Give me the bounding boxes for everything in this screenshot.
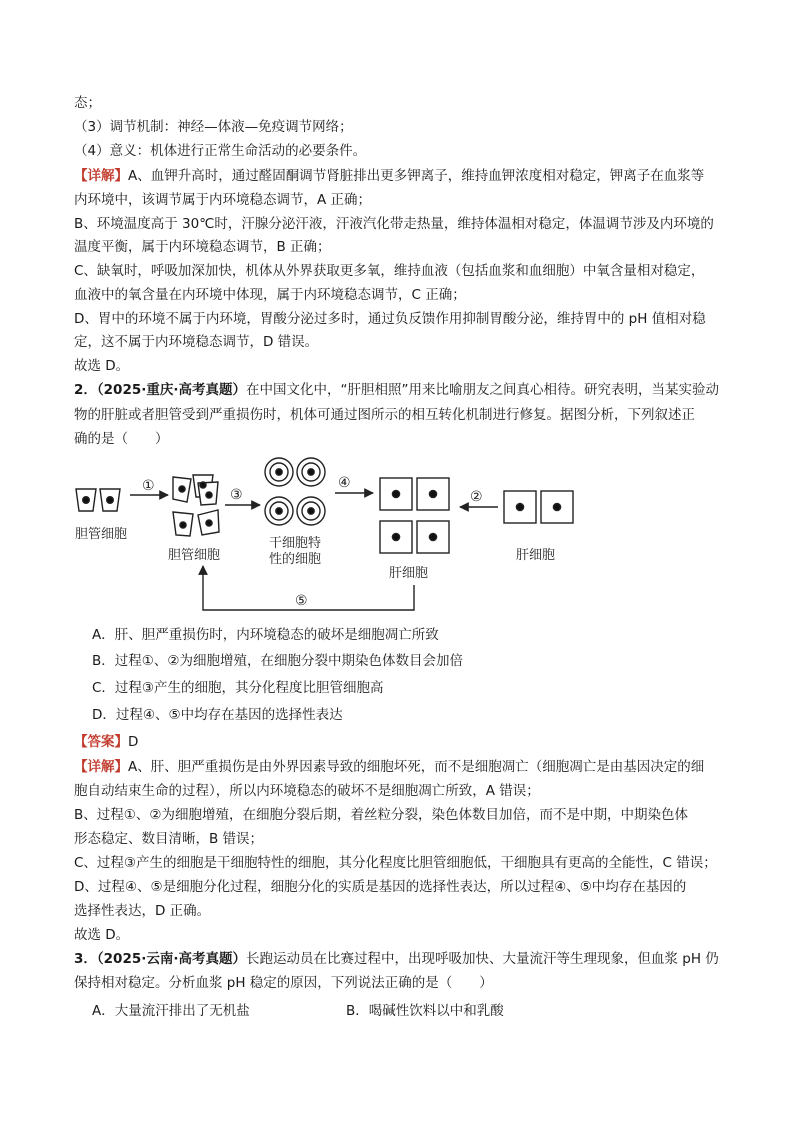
text-line: 定，这不属于内环境稳态调节，D 错误。 bbox=[74, 334, 319, 350]
text-line: D、胃中的环境不属于内环境，胃酸分泌过多时，通过负反馈作用抑制胃酸分泌，维持胃中的 pH 值相对稳 bbox=[74, 311, 706, 327]
label-liver-right: 肝细胞 bbox=[516, 548, 556, 563]
answer-line bbox=[74, 731, 138, 753]
option-b: B．过程①、②为细胞增殖，在细胞分裂中期染色体数目会加倍 bbox=[92, 653, 463, 669]
explain-text: A、血钾升高时，通过醛固酮调节肾脏排出更多钾离子，维持血钾浓度相对稳定，钾离子在血浆等 bbox=[128, 168, 705, 184]
option-a: A．大量流汗排出了无机盐 bbox=[92, 1003, 250, 1019]
text-line: C、过程③产生的细胞是干细胞特性的细胞，其分化程度比胆管细胞低，干细胞具有更高的全能性，C 错误； bbox=[74, 855, 717, 871]
question-number: 3． bbox=[74, 951, 97, 967]
bile-duct-cells-mid bbox=[173, 475, 219, 536]
text-line: B、环境温度高于 30℃时，汗腺分泌汗液，汗液汽化带走热量，维持体温相对稳定，体温调节涉及内环境的 bbox=[74, 216, 714, 232]
label-stem-cells-line1: 干细胞特 bbox=[269, 536, 322, 551]
label-step-3: ③ bbox=[230, 487, 243, 503]
text-line: 保持相对稳定。分析血浆 pH 稳定的原因，下列说法正确的是（ ） bbox=[74, 975, 493, 991]
stem-like-cells bbox=[265, 458, 325, 525]
question-source: （2025·重庆·高考真题） bbox=[96, 382, 246, 398]
q2-explain-line bbox=[74, 756, 704, 778]
label-step-1: ① bbox=[142, 478, 155, 494]
text-line: C、缺氧时，呼吸加深加快，机体从外界获取更多氧，维持血液（包括血浆和血细胞）中氧含量相对稳定， bbox=[74, 263, 705, 279]
text-line: B、过程①、②为细胞增殖，在细胞分裂后期，着丝粒分裂，染色体数目加倍，而不是中期，中期染色体 bbox=[74, 807, 688, 823]
question-stem: 在中国文化中，“肝胆相照”用来比喻朋友之间真心相待。研究表明，当某实验动 bbox=[246, 382, 719, 398]
option-b: B．喝碱性饮料以中和乳酸 bbox=[346, 1003, 504, 1019]
text-line: 故选 D。 bbox=[74, 927, 130, 943]
label-step-4: ④ bbox=[338, 475, 351, 491]
q1-explain-line bbox=[74, 165, 704, 187]
text-line: 形态稳定、数目清晰，B 错误； bbox=[74, 831, 264, 847]
cell-conversion-diagram bbox=[70, 455, 590, 620]
explain-text: A、肝、胆严重损伤是由外界因素导致的细胞坏死，而不是细胞凋亡（细胞凋亡是由基因决定的细 bbox=[128, 759, 705, 775]
question-number: 2． bbox=[74, 382, 97, 398]
q2-stem-line bbox=[74, 379, 719, 401]
label-liver-mid: 肝细胞 bbox=[389, 566, 429, 581]
label-step-5: ⑤ bbox=[295, 593, 308, 609]
text-line: 内环境中，该调节属于内环境稳态调节，A 正确； bbox=[74, 192, 372, 208]
label-step-2: ② bbox=[470, 489, 483, 505]
text-line: （4）意义：机体进行正常生命活动的必要条件。 bbox=[74, 143, 367, 159]
option-a: A．肝、胆严重损伤时，内环境稳态的破坏是细胞凋亡所致 bbox=[92, 627, 439, 643]
q3-stem-line bbox=[74, 948, 719, 970]
answer-value: D bbox=[128, 734, 139, 750]
label-bile-duct-left: 胆管细胞 bbox=[75, 527, 128, 542]
text-line: 温度平衡，属于内环境稳态调节，B 正确； bbox=[74, 239, 331, 255]
explain-tag: 【详解】 bbox=[74, 759, 128, 775]
bile-duct-cells-left bbox=[76, 489, 120, 511]
label-stem-cells-line2: 性的细胞 bbox=[269, 552, 322, 567]
text-line: （3）调节机制：神经—体液—免疫调节网络； bbox=[74, 119, 353, 135]
text-line: 确的是（ ） bbox=[74, 431, 169, 447]
liver-cells-right bbox=[504, 491, 573, 523]
text-line: 态； bbox=[74, 95, 101, 111]
arrow-step-5 bbox=[203, 566, 414, 610]
answer-tag: 【答案】 bbox=[74, 734, 128, 750]
label-bile-duct-mid: 胆管细胞 bbox=[168, 548, 221, 563]
text-line: 胞自动结束生命的过程），所以内环境稳态的破坏不是细胞凋亡所致，A 错误； bbox=[74, 783, 540, 799]
explain-tag: 【详解】 bbox=[74, 168, 128, 184]
text-line: 血液中的氧含量在内环境中体现，属于内环境稳态调节，C 正确； bbox=[74, 287, 466, 303]
question-stem: 长跑运动员在比赛过程中，出现呼吸加快、大量流汗等生理现象，但血浆 pH 仍 bbox=[246, 951, 719, 967]
text-line: D、过程④、⑤是细胞分化过程，细胞分化的实质是基因的选择性表达，所以过程④、⑤中均存在基因的 bbox=[74, 879, 687, 895]
question-source: （2025·云南·高考真题） bbox=[96, 951, 246, 967]
text-line: 选择性表达，D 正确。 bbox=[74, 903, 211, 919]
text-line: 故选 D。 bbox=[74, 358, 130, 374]
option-c: C．过程③产生的细胞，其分化程度比胆管细胞高 bbox=[92, 680, 384, 696]
text-line: 物的肝脏或者胆管受到严重损伤时，机体可通过图所示的相互转化机制进行修复。据图分析，下列叙述正 bbox=[74, 407, 695, 423]
liver-cells-mid bbox=[380, 478, 449, 553]
option-d: D．过程④、⑤中均存在基因的选择性表达 bbox=[92, 707, 343, 723]
